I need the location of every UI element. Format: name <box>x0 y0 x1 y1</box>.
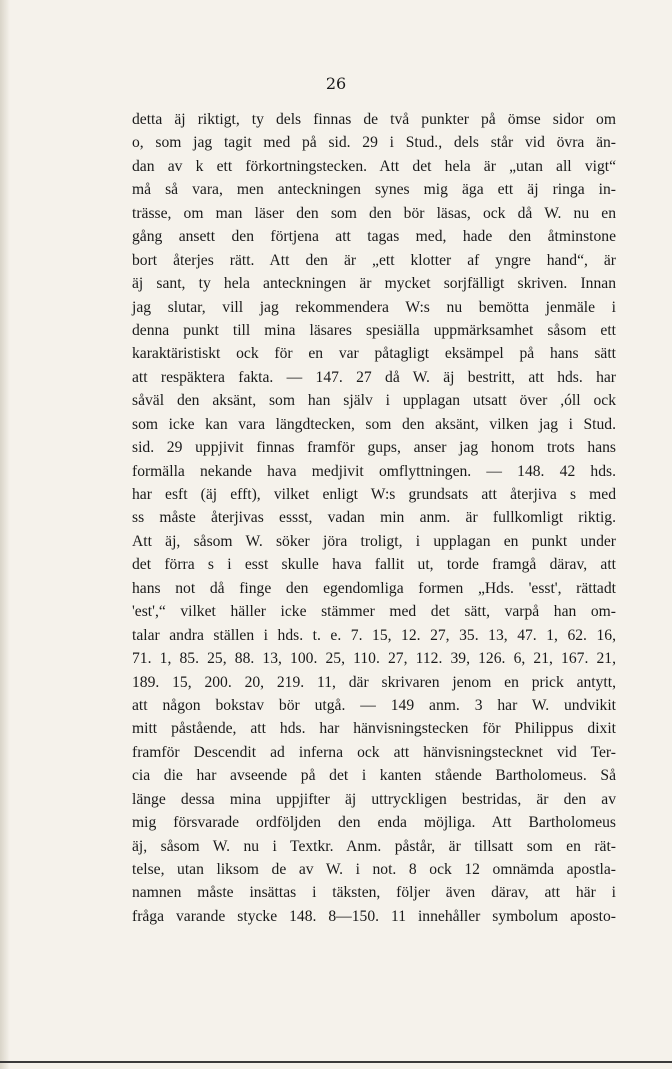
text-line: framför Descendit ad inferna ock att hänvisningstecknet vid Ter- <box>132 743 616 761</box>
text-line: gång ansett den förtjena att tagas med, hade den åtminstone <box>132 228 616 246</box>
text-line: talar andra ställen i hds. t. e. 7. 15, 12. 27, 35. 13, 47. 1, 62. 16, <box>132 626 616 644</box>
text-line: o, som jag tagit med på sid. 29 i Stud., dels står vid övra än- <box>132 134 616 152</box>
body-text <box>132 108 616 928</box>
page-number: 26 <box>325 74 347 93</box>
text-line: må så vara, men anteckningen synes mig äga ett äj ringa in- <box>132 181 616 199</box>
text-line: hans not då finge den egendomliga formen „Hds. 'esst', rättadt <box>132 579 616 597</box>
text-line: detta äj riktigt, ty dels finnas de två punkter på ömse sidor om <box>132 111 616 128</box>
text-line: att respäktera fakta. — 147. 27 då W. äj bestritt, att hds. har <box>132 368 616 386</box>
text-line: bort återjes rätt. Att den är „ett klotter af yngre hand“, är <box>132 251 616 269</box>
text-line: ss måste återjivas essst, vadan min anm. är fullkomligt riktig. <box>132 509 616 527</box>
page-left-edge <box>0 0 10 1069</box>
text-line: karaktäristiskt ock för en var påtagligt eksämpel på hans sätt <box>132 345 616 363</box>
text-line: mitt påstående, att hds. har hänvisningstecken för Philippus dixit <box>132 720 616 738</box>
text-line: trässe, om man läser den som den bör läsas, ock då W. nu en <box>132 204 616 222</box>
text-line: jag slutar, vill jag rekommendera W:s nu bemötta jenmäle i <box>132 298 616 316</box>
text-line: mig försvarade ordföljden den enda möjliga. Att Bartholomeus <box>132 814 616 832</box>
text-line: telse, utan liksom de av W. i not. 8 ock 12 omnämda apostla- <box>132 861 616 878</box>
text-line: 'est',“ vilket häller icke stämmer med det sätt, varpå han om- <box>132 603 616 621</box>
text-line: att någon bokstav bör utgå. — 149 anm. 3 har W. undvikit <box>132 696 616 714</box>
text-line: såväl den aksänt, som han själv i upplagan utsatt över ,óll ock <box>132 392 616 410</box>
text-line: fråga varande stycke 148. 8—150. 11 innehåller symbolum aposto- <box>132 907 616 925</box>
text-line: denna punkt till mina läsares spesiälla uppmärksamhet såsom ett <box>132 321 616 339</box>
text-line: 189. 15, 200. 20, 219. 11, där skrivaren jenom en prick antytt, <box>132 673 616 691</box>
text-line: länge dessa mina uppjifter äj uttryckligen bestridas, är den av <box>132 790 616 808</box>
text-line: som icke kan vara längdtecken, som den aksänt, vilken jag i Stud. <box>132 415 616 433</box>
text-line: Att äj, såsom W. söker jöra troligt, i upplagan en punkt under <box>132 532 616 550</box>
text-line: namnen måste insättas i täksten, följer även därav, att här i <box>132 884 616 902</box>
text-line: cia die har avseende på det i kanten stående Bartholomeus. Så <box>132 767 616 785</box>
text-line: har esft (äj efft), vilket enligt W:s grundsats att återjiva s med <box>132 486 616 503</box>
page-bottom-edge <box>0 1061 672 1063</box>
text-line: äj sant, ty hela anteckningen är mycket sorjfälligt skriven. Innan <box>132 275 616 293</box>
text-line: formälla nekande hava medjivit omflyttningen. — 148. 42 hds. <box>132 462 616 480</box>
text-line: äj, såsom W. nu i Textkr. Anm. påstår, är tillsatt som en rät- <box>132 837 616 855</box>
text-line: dan av k ett förkortningstecken. Att det hela är „utan all vigt“ <box>132 157 616 175</box>
text-line: sid. 29 uppjivit finnas framför gups, anser jag honom trots hans <box>132 439 616 457</box>
text-line: det förra s i esst skulle hava fallit ut, torde framgå därav, att <box>132 556 616 574</box>
text-line: 71. 1, 85. 25, 88. 13, 100. 25, 110. 27, 112. 39, 126. 6, 21, 167. 21, <box>132 650 616 668</box>
